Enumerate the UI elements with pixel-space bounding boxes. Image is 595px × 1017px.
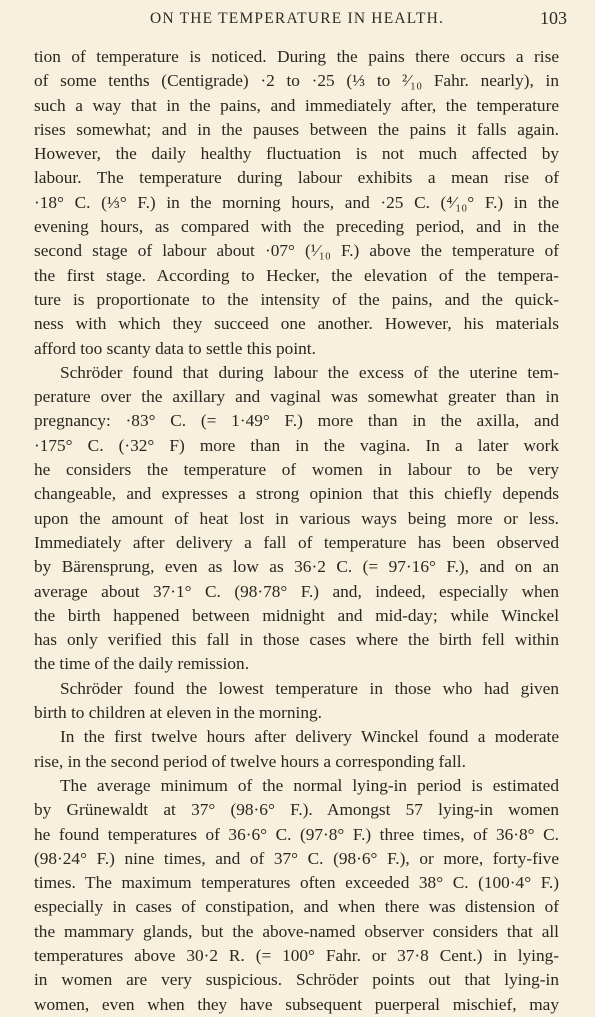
text-line: evening hours, as compared with the preceding period, and in the <box>34 217 559 237</box>
text-line: changeable, and expresses a strong opinion that this chiefly depends <box>34 484 559 504</box>
text-line: such a way that in the pains, and immediately after, the temperature <box>34 95 559 115</box>
text-line: the time of the daily remission. <box>34 654 250 674</box>
text-line: by Bärensprung, even as low as 36·2 C. (= 97·16° F.), and on an <box>34 557 559 577</box>
text-line: in women are very suspicious. Schröder points out that lying-in <box>34 970 559 990</box>
text-line: women, even when they have subsequent puerperal mischief, may <box>34 994 559 1014</box>
text-line: has only verified this fall in those cases where the birth fell within <box>34 630 559 650</box>
text-line: times. The maximum temperatures often exceeded 38° C. (100·4° F.) <box>34 873 559 893</box>
text-line: by Grünewaldt at 37° (98·6° F.). Amongst 57 lying-in women <box>34 800 559 820</box>
text-line: afford too scanty data to settle this point. <box>34 338 316 358</box>
text-line: average about 37·1° C. (98·78° F.) and, indeed, especially when <box>34 581 559 601</box>
body-text <box>34 45 559 1017</box>
text-line: he found temperatures of 36·6° C. (97·8° F.) three times, of 36·8° C. <box>34 824 559 844</box>
text-line: ture is proportionate to the intensity of the pains, and the quick- <box>34 289 559 309</box>
text-line: labour. The temperature during labour exhibits a mean rise of <box>34 168 559 188</box>
text-line: of some tenths (Centigrade) ·2 to ·25 (⅓ to ²⁄₁₀ Fahr. nearly), in <box>34 71 559 91</box>
text-line: the first stage. According to Hecker, the elevation of the tempera- <box>34 265 559 285</box>
text-line: Schröder found the lowest temperature in those who had given <box>60 678 559 698</box>
text-line: rise, in the second period of twelve hours a corresponding fall. <box>34 751 466 771</box>
text-line: However, the daily healthy fluctuation is not much affected by <box>34 144 559 164</box>
text-line: ness with which they succeed one another. However, his materials <box>34 314 559 334</box>
text-line: ·18° C. (⅓° F.) in the morning hours, and ·25 C. (⁴⁄₁₀° F.) in the <box>34 192 559 212</box>
text-line: ·175° C. (·32° F) more than in the vagina. In a later work <box>34 435 559 455</box>
text-line: especially in cases of constipation, and when there was distension of <box>34 897 559 917</box>
text-line: temperatures above 30·2 R. (= 100° Fahr. or 37·8 Cent.) in lying- <box>34 945 559 965</box>
running-head <box>0 8 595 30</box>
text-line: tion of temperature is noticed. During the pains there occurs a rise <box>34 47 559 66</box>
running-title: ON THE TEMPERATURE IN HEALTH. <box>150 10 445 27</box>
text-line: Immediately after delivery a fall of temperature has been observed <box>34 532 559 552</box>
text-line: (98·24° F.) nine times, and of 37° C. (98·6° F.), or more, forty-five <box>34 848 559 868</box>
text-line: In the first twelve hours after delivery Winckel found a moderate <box>60 727 559 747</box>
text-line: upon the amount of heat lost in various ways being more or less. <box>34 508 559 528</box>
text-line: rises somewhat; and in the pauses between the pains it falls again. <box>34 119 559 139</box>
text-line: Schröder found that during labour the excess of the uterine tem- <box>60 362 559 382</box>
text-line: birth to children at eleven in the morning. <box>34 703 322 723</box>
page-number: 103 <box>540 8 567 28</box>
text-line: second stage of labour about ·07° (¹⁄₁₀ F.) above the temperature of <box>34 241 559 261</box>
text-line: the mammary glands, but the above-named observer considers that all <box>34 921 559 941</box>
text-line: he considers the temperature of women in labour to be very <box>34 460 559 480</box>
text-line: The average minimum of the normal lying-in period is estimated <box>60 775 559 795</box>
text-line: pregnancy: ·83° C. (= 1·49° F.) more than in the axilla, and <box>34 411 559 431</box>
text-line: perature over the axillary and vaginal was somewhat greater than in <box>34 387 559 407</box>
text-line: the birth happened between midnight and mid-day; while Winckel <box>34 605 559 625</box>
